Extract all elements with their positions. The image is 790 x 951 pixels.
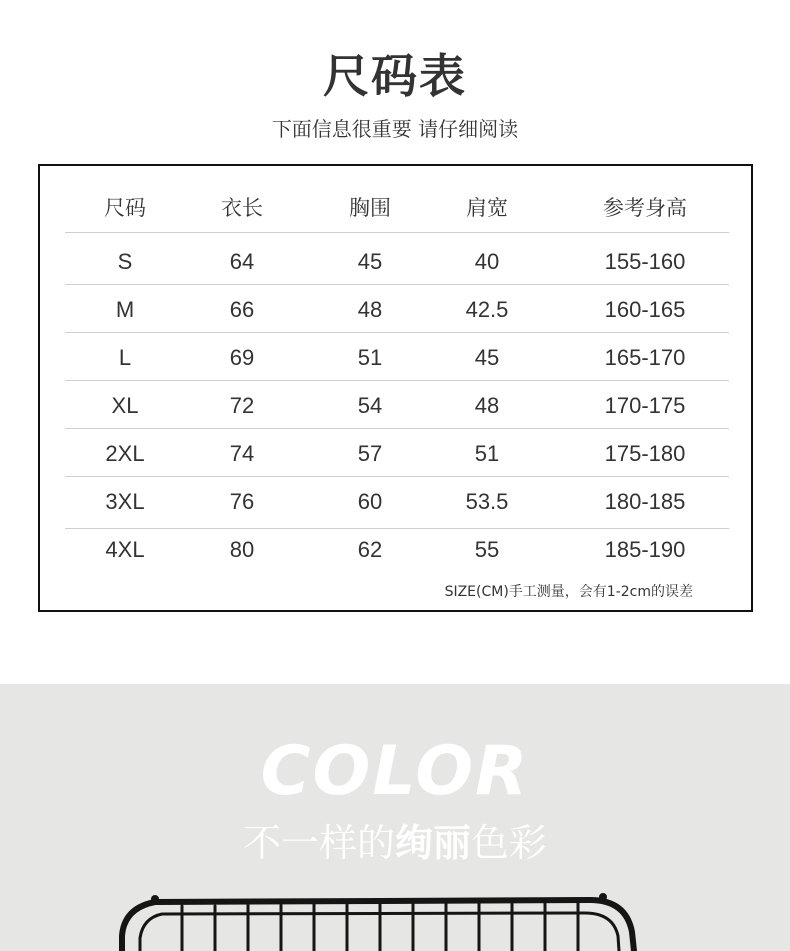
table-divider [65,284,729,285]
header-chest: 胸围 [349,196,391,220]
table-divider [65,380,729,381]
cell-shoulder: 55 [474,537,500,562]
cell-height: 180-185 [604,489,686,514]
cell-size: M [115,297,135,322]
cell-size: 2XL [105,441,145,466]
cell-shoulder: 40 [474,249,500,274]
cell-height: 165-170 [604,345,686,370]
table-row [65,430,729,478]
page-title: 尺码表 [323,49,467,103]
cell-height: 185-190 [604,537,686,562]
cell-size: S [117,249,133,274]
cell-height: 175-180 [604,441,686,466]
cell-size: L [118,345,132,370]
cell-length: 69 [229,345,255,370]
cell-length: 64 [229,249,255,274]
cell-chest: 62 [357,537,383,562]
cell-chest: 51 [357,345,383,370]
header-length: 衣长 [221,196,263,220]
table-row [65,478,729,526]
cell-chest: 54 [357,393,383,418]
cell-shoulder: 42.5 [465,297,509,322]
table-divider [65,232,729,233]
measurement-note: SIZE(CM)手工测量，会有1-2cm的误差 [444,584,693,600]
cell-shoulder: 48 [474,393,500,418]
cell-length: 66 [229,297,255,322]
cell-length: 80 [229,537,255,562]
table-row [65,526,729,574]
cell-shoulder: 45 [474,345,500,370]
size-table [38,164,753,612]
header-shoulder: 肩宽 [466,196,508,220]
cell-size: XL [111,393,139,418]
cell-chest: 60 [357,489,383,514]
cell-length: 74 [229,441,255,466]
table-divider [65,332,729,333]
color-banner [0,684,790,951]
table-divider [65,476,729,477]
cell-length: 76 [229,489,255,514]
cell-length: 72 [229,393,255,418]
cell-chest: 45 [357,249,383,274]
header-size: 尺码 [104,196,146,220]
cell-height: 170-175 [604,393,686,418]
color-banner-title: COLOR [260,732,530,811]
table-header-row [65,184,729,232]
cell-shoulder: 53.5 [465,489,509,514]
cell-size: 3XL [105,489,145,514]
color-subtitle-highlight: 绚丽 [394,821,471,865]
color-subtitle-part: 色彩 [471,821,548,865]
color-subtitle-part: 不一样的 [242,821,395,865]
cell-chest: 57 [357,441,383,466]
table-divider [65,428,729,429]
cell-height: 160-165 [604,297,686,322]
table-row [65,286,729,334]
page-subtitle: 下面信息很重要 请仔细阅读 [271,117,519,141]
cell-size: 4XL [105,537,145,562]
header-height: 参考身高 [603,196,687,220]
clothes-rack-image [0,684,790,951]
table-row [65,382,729,430]
table-row [65,238,729,286]
cell-chest: 48 [357,297,383,322]
table-row [65,334,729,382]
cell-shoulder: 51 [474,441,500,466]
cell-height: 155-160 [604,249,686,274]
